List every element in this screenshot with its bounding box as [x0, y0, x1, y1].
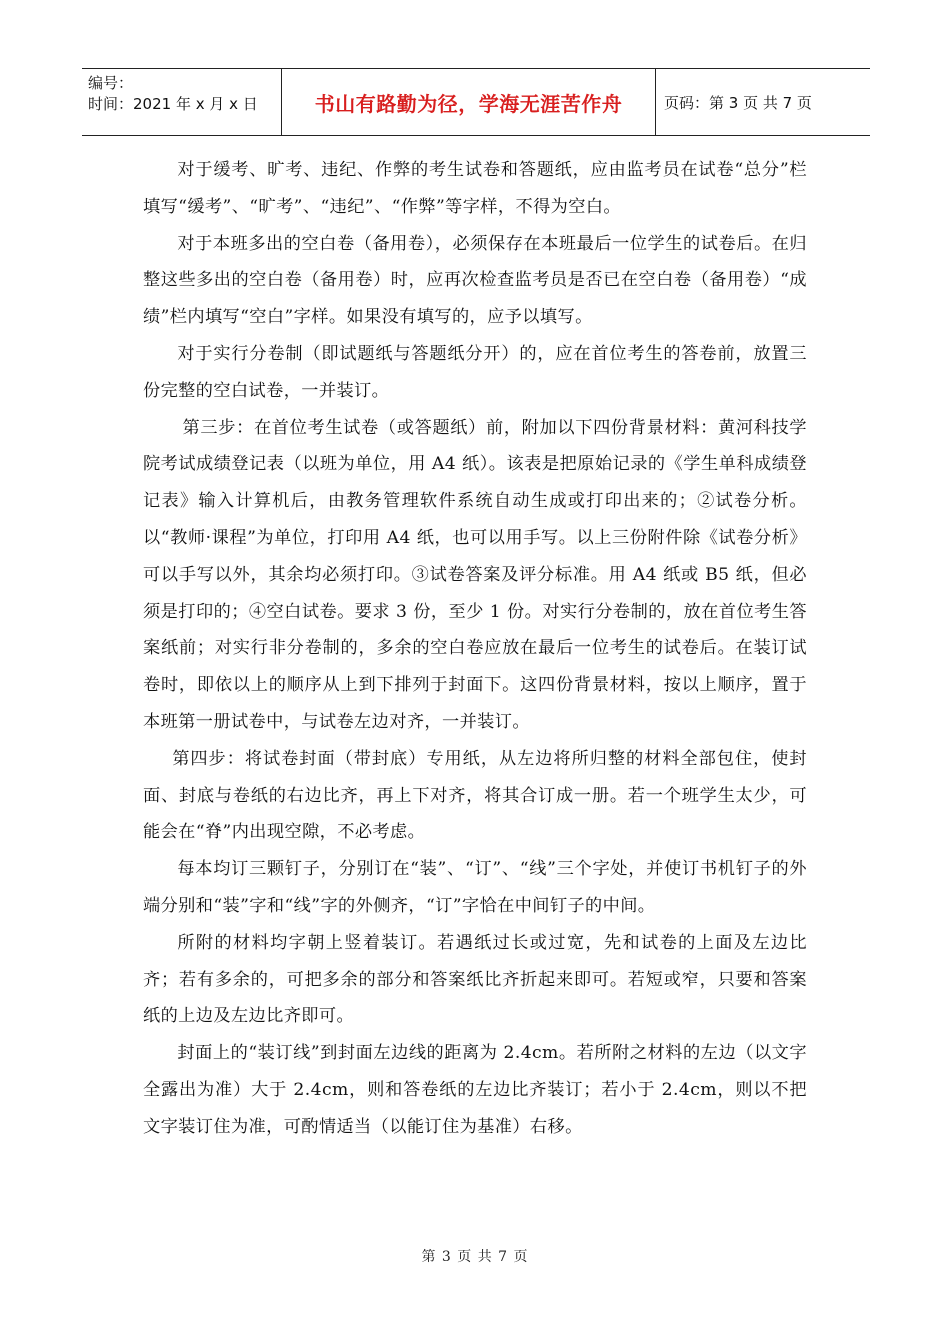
header-table — [82, 68, 870, 136]
paragraph-split-papers: 对于实行分卷制（即试题纸与答题纸分开）的，应在首位考生的答卷前，放置三份完整的空白试卷，一并装订。 — [143, 343, 807, 401]
paragraph-absent-exam: 对于缓考、旷考、违纪、作弊的考生试卷和答题纸，应由监考员在试卷“总分”栏填写“缓考”、“旷考”、“违纪”、“作弊”等字样，不得为空白。 — [143, 160, 807, 217]
header-meta-cell — [82, 69, 282, 135]
paragraph-step-four: 第四步：将试卷封面（带封底）专用纸，从左边将所归整的材料全部包住，使封面、封底与卷纸的右边比齐，再上下对齐，将其合订成一册。若一个班学生太少，可能会在“脊”内出现空隙，不必考虑。 — [143, 748, 807, 843]
paragraph-attachments: 所附的材料均字朝上竖着装订。若遇纸过长或过宽，先和试卷的上面及左边比齐；若有多余的，可把多余的部分和答案纸比齐折起来即可。若短或窄，只要和答案纸的上边及左边比齐即可。 — [143, 932, 807, 1027]
paragraph-step-three: 第三步：在首位考生试卷（或答题纸）前，附加以下四份背景材料：黄河科技学院考试成绩登记表（以班为单位，用 A4 纸）。该表是把原始记录的《学生单科成绩登记表》输入计算机后，由教务管理软件系统自动生成或打印出来的；②试卷分析。以“教师·课程”为单位，打印用 A4 纸，也可以用手写。以上三份附件除《试卷分析》可以手写以外，其余均必须打印。③试卷答案及评分标准。用 A4 纸或 B5 纸，但必须是打印的；④空白试卷。要求 3 份，至少 1 份。对实行分卷制的，放在首位考生答案纸前；对实行非分卷制的，多余的空白卷应放在最后一位考生的试卷后。在装订试卷时，即依以上的顺序从上到下排列于封面下。这四份背景材料，按以上顺序，置于本班第一册试卷中，与试卷左边对齐，一并装订。 — [143, 417, 807, 732]
document-body — [143, 152, 807, 1146]
paragraph-binding-line: 封面上的“装订线”到封面左边线的距离为 2.4cm。若所附之材料的左边（以文字全露出为准）大于 2.4cm，则和答卷纸的左边比齐装订；若小于 2.4cm，则以不把文字装订住为准，可酌情适当（以能订住为基准）右移。 — [143, 1043, 807, 1137]
time-label: 时间：2021 年 x 月 x 日 — [88, 95, 258, 113]
page-footer — [0, 1246, 950, 1266]
page-code-text: 页码：第 3 页 共 7 页 — [664, 93, 812, 112]
motto-cell — [282, 69, 656, 135]
motto-text: 书山有路勤为径，学海无涯苦作舟 — [314, 91, 623, 116]
footer-page-number: 第 3 页 共 7 页 — [421, 1249, 529, 1265]
page-code-cell — [656, 69, 870, 135]
paragraph-staples: 每本均订三颗钉子，分别订在“装”、“订”、“线”三个字处，并使订书机钉子的外端分别和“装”字和“线”字的外侧齐，“订”字恰在中间钉子的中间。 — [143, 859, 807, 916]
paragraph-spare-papers: 对于本班多出的空白卷（备用卷），必须保存在本班最后一位学生的试卷后。在归整这些多出的空白卷（备用卷）时，应再次检查监考员是否已在空白卷（备用卷）“成绩”栏内填写“空白”字样。如果没有填写的，应予以填写。 — [143, 233, 807, 328]
number-label: 编号： — [88, 74, 134, 92]
